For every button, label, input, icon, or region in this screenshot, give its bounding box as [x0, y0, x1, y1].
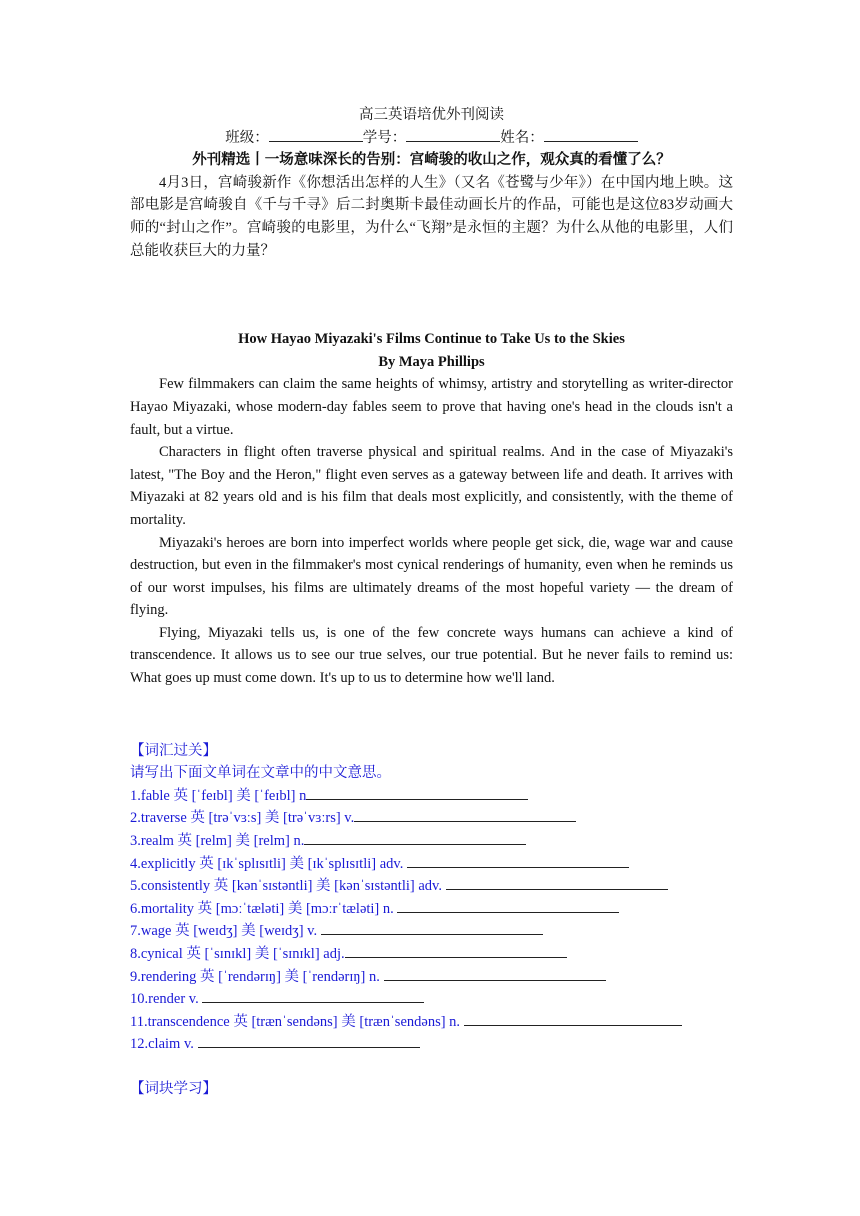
answer-blank[interactable]	[345, 943, 567, 958]
article-paragraph: Miyazaki's heroes are born into imperfect worlds where people get sick, die, wage war and cause destruction, but even in the filmmaker's most cynical renderings of humanity, even when he reminds us of our worst impulses, his films are ultimately dreams of the most hopeful variety — the dream of flying.	[130, 534, 733, 619]
name-blank[interactable]	[544, 127, 638, 142]
chinese-intro: 4月3日，宫崎骏新作《你想活出怎样的人生》（又名《苍鹭与少年》）在中国内地上映。这部电影是宫崎骏自《千与千寻》后二封奥斯卡最佳动画长片的作品，可能也是这位83岁动画大师的“封山之作”。宫崎骏的电影里，为什么“飞翔”是永恒的主题？为什么从他的电影里，人们总能收获巨大的力量？	[130, 174, 733, 259]
vocab-item	[130, 785, 733, 808]
vocab-item-text: 2.traverse 英 [trəˈvɜːs] 美 [trəˈvɜːrs] v.	[130, 810, 355, 827]
document-content	[130, 104, 733, 1101]
vocab-item	[130, 898, 733, 921]
article-subtitle-cn: 外刊精选丨一场意味深长的告别：宫崎骏的收山之作，观众真的看懂了么？	[192, 152, 671, 169]
vocab-item	[130, 966, 733, 989]
answer-blank[interactable]	[384, 966, 606, 981]
answer-blank[interactable]	[198, 1033, 420, 1048]
article-paragraph: Few filmmakers can claim the same heights of whimsy, artistry and storytelling as writer-director Hayao Miyazaki, whose modern-day fables seem to prove that having one's head in the clouds isn't a fault, but a virtue.	[130, 376, 733, 438]
vocab-item	[130, 943, 733, 966]
answer-blank[interactable]	[306, 785, 528, 800]
vocab-item-text: 7.wage 英 [weɪdʒ] 美 [weɪdʒ] v.	[130, 923, 318, 940]
vocab-item	[130, 807, 733, 830]
answer-blank[interactable]	[304, 830, 526, 845]
answer-blank[interactable]	[354, 807, 576, 822]
vocab-item-text: 4.explicitly 英 [ɪkˈsplɪsɪtli] 美 [ɪkˈsplɪsɪtli] adv.	[130, 855, 404, 872]
vocab-heading: 【词汇过关】	[130, 742, 217, 759]
vocab-item	[130, 920, 733, 943]
student-info-line	[130, 127, 733, 150]
vocab-item-text: 1.fable 英 [ˈfeɪbl] 美 [ˈfeɪbl] n	[130, 787, 307, 804]
article-title: How Hayao Miyazaki's Films Continue to Take Us to the Skies	[238, 331, 625, 348]
vocab-item-text: 8.cynical 英 [ˈsɪnɪkl] 美 [ˈsɪnɪkl] adj.	[130, 946, 345, 962]
number-blank[interactable]	[406, 127, 500, 142]
vocab-item-text: 9.rendering 英 [ˈrendərɪŋ] 美 [ˈrendərɪŋ] n.	[130, 968, 380, 985]
vocab-instruction: 请写出下面文单词在文章中的中文意思。	[130, 765, 391, 782]
vocab-item-text: 11.transcendence 英 [trænˈsendəns] 美 [trænˈsendəns] n.	[130, 1013, 461, 1030]
spacer	[130, 262, 733, 328]
vocab-item	[130, 1033, 733, 1056]
article-paragraph: Characters in flight often traverse physical and spiritual realms. And in the case of Miyazaki's latest, "The Boy and the Heron," flight even serves as a gateway between life and death. It arrives with Miyazaki at 82 years old and is his film that deals most explicitly, and consistently, with the theme of mortality.	[130, 444, 733, 528]
answer-blank[interactable]	[407, 853, 629, 868]
vocab-item-text: 3.realm 英 [relm] 美 [relm] n.	[130, 833, 305, 850]
number-label: 学号：	[362, 129, 407, 146]
vocab-item-text: 12.claim v.	[130, 1036, 194, 1053]
vocab-item	[130, 853, 733, 876]
answer-blank[interactable]	[202, 988, 424, 1003]
name-label: 姓名：	[500, 129, 544, 146]
answer-blank[interactable]	[464, 1011, 682, 1026]
vocab-item	[130, 988, 733, 1011]
vocab-item	[130, 1011, 733, 1034]
spacer	[130, 1056, 733, 1078]
spacer	[130, 690, 733, 740]
vocab-item	[130, 875, 733, 898]
worksheet-title: 高三英语培优外刊阅读	[359, 107, 504, 123]
answer-blank[interactable]	[446, 875, 668, 890]
vocab-item-text: 6.mortality 英 [mɔːˈtæləti] 美 [mɔːrˈtæləti] n.	[130, 900, 394, 917]
class-blank[interactable]	[269, 127, 363, 142]
class-label: 班级：	[225, 129, 269, 146]
answer-blank[interactable]	[321, 920, 543, 935]
article-byline: By Maya Phillips	[378, 353, 485, 370]
vocab-item-text: 10.render v.	[130, 991, 199, 1008]
answer-blank[interactable]	[397, 898, 619, 913]
chunks-heading: 【词块学习】	[130, 1080, 217, 1097]
article-paragraph: Flying, Miyazaki tells us, is one of the few concrete ways humans can achieve a kind of transcendence. It allows us to see our true selves, our true potential. But he never fails to remind us: What goes up must come down. It's up to us to determine how we'll land.	[130, 624, 733, 687]
vocab-item-text: 5.consistently 英 [kənˈsɪstəntli] 美 [kənˈsɪstəntli] adv.	[130, 878, 442, 895]
vocab-item	[130, 830, 733, 853]
